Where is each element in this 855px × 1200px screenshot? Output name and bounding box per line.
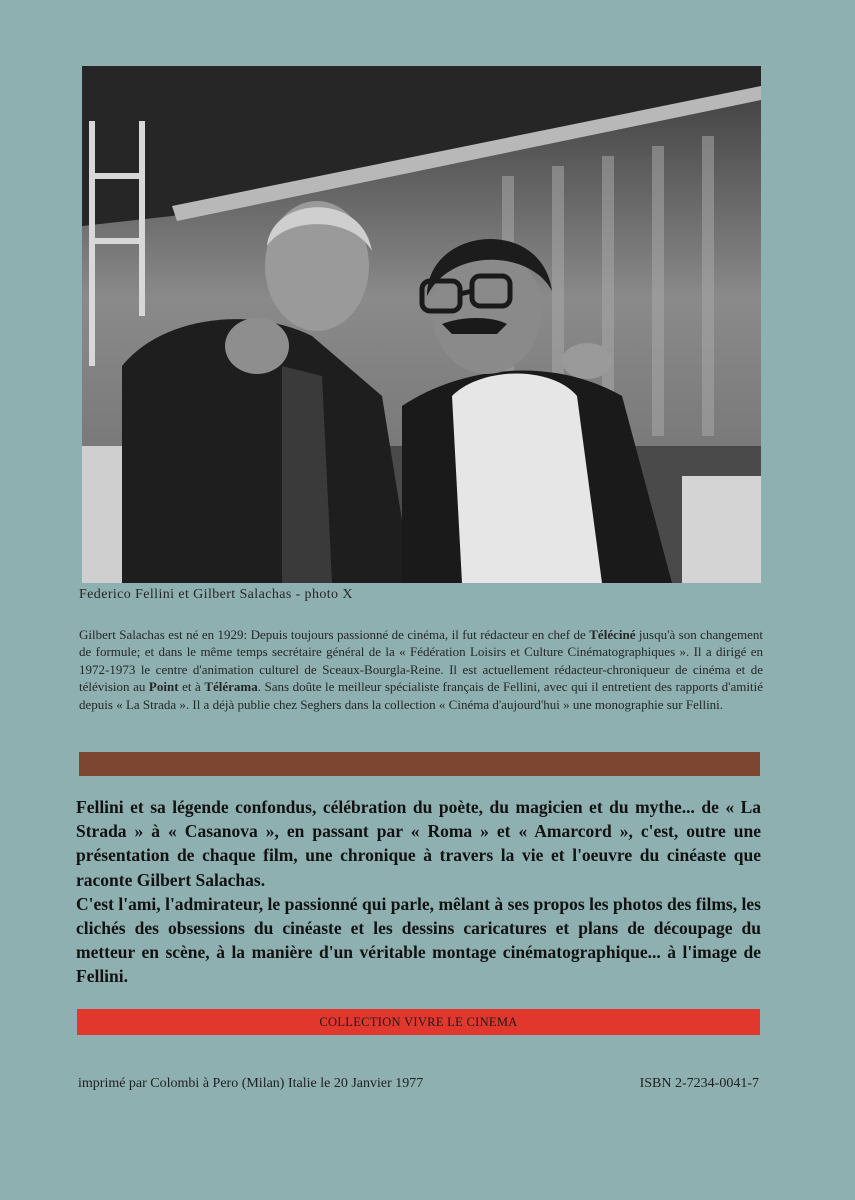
pointing-hand: [225, 318, 289, 374]
book-blurb: [76, 795, 761, 989]
collection-label: COLLECTION VIVRE LE CINEMA: [319, 1014, 518, 1029]
bio-text: et à: [178, 679, 205, 695]
bio-text: Gilbert Salachas est né en 1929: Depuis toujours passionné de cinéma, il fut rédacteur en chef de: [79, 627, 590, 642]
white-object: [682, 476, 761, 583]
bio-text: . Sans doûte le meilleur spécialiste français de Fellini, avec qui il entretient des rapports d'amitié depuis « La Strada ». Il a déjà publie chez Seghers dans la collection « Cinéma d'aujourd'hui » une monographie sur Fellini.: [79, 679, 763, 712]
bio-text: jusqu'à son changement de formule; et dans le même temps secrétaire général de la « Fédération Loisirs et Culture Cinématographiques ». Il a dirigé en 1972-1973 le centre d'animation culturel de Sceaux-Bourgla-Reine. Il est actuellement rédacteur-chroniqueur de cinéma et de télévision au: [79, 627, 763, 695]
collection-banner: [77, 1009, 760, 1035]
blurb-paragraph-2: C'est l'ami, l'admirateur, le passionné qui parle, mêlant à ses propos les photos des films, les clichés des obsessions du cinéaste et les dessins caricatures et plans de découpage du metteur en scène, à la manière d'un véritable montage cinématographique... à l'image de Fellini.: [76, 893, 761, 987]
photograph-fellini-salachas: [82, 66, 761, 583]
brown-divider-bar: [79, 752, 760, 776]
blurb-paragraph-1: Fellini et sa légende confondus, célébration du poète, du magicien et du mythe... de « La Strada » à « Casanova », en passant par « Roma » et « Amarcord », c'est, outre une présentation de chaque film, une chronique à travers la vie et l'oeuvre du cinéaste que raconte Gilbert Salachas.: [76, 797, 761, 890]
printer-imprint: imprimé par Colombi à Pero (Milan) Italie le 20 Janvier 1977: [78, 1076, 424, 1091]
author-biography: [79, 626, 763, 713]
photo-caption: Federico Fellini et Gilbert Salachas - photo X: [79, 587, 353, 602]
hand-on-shoulder: [562, 343, 612, 379]
photo-illustration: [82, 66, 761, 583]
isbn-number: ISBN 2-7234-0041-7: [639, 1076, 759, 1091]
bio-bold-title: Télérama: [204, 679, 258, 695]
bio-bold-title: Point: [148, 679, 179, 695]
bio-bold-title: Téléciné: [589, 627, 636, 642]
